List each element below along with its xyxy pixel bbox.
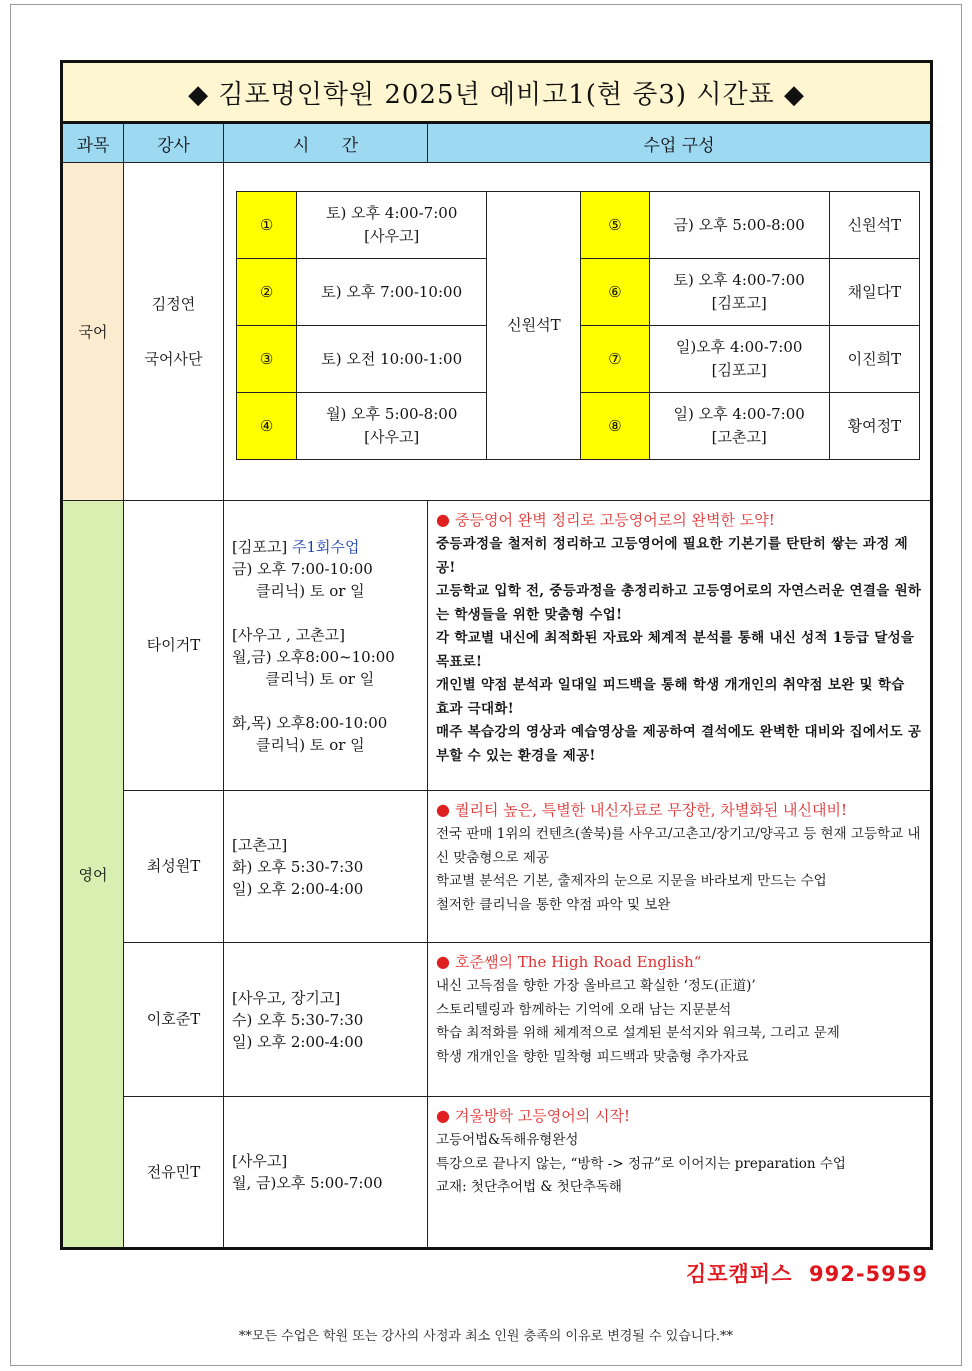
english-teacher: 이호준T [124, 943, 224, 1097]
heading-text: 호준쌤의 The High Road English“ [455, 953, 702, 971]
description-line: 철저한 클리닉을 통한 약점 파악 및 보완 [436, 896, 671, 913]
english-teacher: 최성원T [124, 791, 224, 943]
korean-teacher-name: 김정연 [151, 294, 196, 313]
time-line [232, 987, 419, 1009]
time-text: 클리닉) 토 or 일 [232, 735, 365, 754]
slot-school: [사우고] [364, 227, 420, 245]
korean-slot-time [297, 192, 487, 259]
time-text: [사우고 , 고촌고] [232, 625, 345, 644]
korean-teacher-cell [124, 163, 224, 501]
time-line [232, 1009, 419, 1031]
time-line [232, 834, 419, 856]
time-line [232, 646, 419, 668]
description-line: 스토리텔링과 함께하는 기억에 오래 남는 지문분석 [436, 1001, 732, 1018]
description-line: 중등과정을 철저히 정리하고 고등영어에 필요한 기본기를 탄탄히 쌓는 과정 제공! [436, 536, 908, 576]
time-text: 수) 오후 5:30-7:30 [232, 1010, 364, 1029]
time-highlight: 주1회수업 [291, 537, 360, 556]
time-line [232, 878, 419, 900]
korean-slot-teacher: 신원석T [829, 192, 919, 259]
korean-slot-number: ⑥ [581, 259, 649, 326]
description-line: 고등학교 입학 전, 중등과정을 총정리하고 고등영어로의 자연스러운 연결을 원하는 학생들을 위한 맞춤형 수업! [436, 583, 922, 623]
korean-slot-teacher: 채일다T [829, 259, 919, 326]
time-line [232, 536, 419, 558]
slot-time-text: 일)오후 4:00-7:00 [675, 338, 803, 356]
slot-time-text: 토) 오후 4:00-7:00 [326, 204, 458, 222]
time-line [232, 668, 419, 690]
time-text: 화) 오후 5:30-7:30 [232, 857, 364, 876]
time-text: 월,금) 오후8:00~10:00 [232, 647, 395, 666]
description-line: 내신 고득점을 향한 가장 올바르고 확실한 ‘정도(正道)’ [436, 978, 756, 994]
korean-slot-number: ⑧ [581, 393, 649, 460]
slot-time-text: 토) 오후 4:00-7:00 [673, 271, 805, 289]
korean-left-teacher: 신원석T [487, 192, 581, 460]
description-heading [436, 507, 922, 533]
time-line [232, 734, 419, 756]
slot-time-text: 일) 오후 4:00-7:00 [673, 405, 805, 423]
time-text: [사우고, 장기고] [232, 988, 341, 1007]
header-composition: 수업 구성 [428, 123, 932, 163]
time-text: 일) 오후 2:00-4:00 [232, 1032, 364, 1051]
time-text: 금) 오후 7:00-10:00 [232, 559, 373, 578]
english-time-cell [224, 791, 428, 943]
korean-slot-time [649, 192, 829, 259]
time-line [232, 856, 419, 878]
description-line: 매주 복습강의 영상과 예습영상을 제공하여 결석에도 완벽한 대비와 집에서도 공부할 수 있는 환경을 제공! [436, 724, 922, 764]
slot-time-text: 토) 오후 7:00-10:00 [321, 282, 463, 301]
english-description-cell [428, 501, 932, 791]
time-text: 화,목) 오후8:00-10:00 [232, 713, 388, 732]
korean-teacher-group: 국어사단 [144, 349, 203, 368]
korean-slot-time [297, 259, 487, 326]
timetable [60, 60, 933, 1250]
header-time: 시 간 [224, 123, 428, 163]
slot-time-text: 월) 오후 5:00-8:00 [326, 405, 458, 423]
heading-text: 중등영어 완벽 정리로 고등영어로의 완벽한 도약! [455, 511, 775, 529]
description-line: 전국 판매 1위의 컨텐츠(쏠북)를 사우고/고촌고/장기고/양곡고 등 현재 고등학교 내신 맞춤형으로 제공 [436, 826, 921, 866]
korean-slot-time [649, 259, 829, 326]
slot-school: [김포고] [711, 294, 767, 312]
slot-time-text: 금) 오후 5:00-8:00 [673, 215, 805, 234]
time-line [232, 624, 419, 646]
subject-english: 영어 [62, 501, 124, 1249]
time-text: 일) 오후 2:00-4:00 [232, 879, 364, 898]
english-description-cell [428, 1097, 932, 1249]
korean-slot-number: ④ [237, 393, 297, 460]
bullet-icon: ● [436, 510, 456, 529]
slot-time-text: 토) 오전 10:00-1:00 [321, 349, 463, 368]
description-line: 특강으로 끝나지 않는, “방학 -> 정규”로 이어지는 preparation 수업 [436, 1155, 846, 1172]
page-title: ◆ 김포명인학원 2025년 예비고1(현 중3) 시간표 ◆ [62, 62, 932, 123]
description-heading [436, 797, 922, 823]
description-heading [436, 1103, 922, 1129]
english-teacher: 타이거T [124, 501, 224, 791]
description-line: 고등어법&독해유형완성 [436, 1132, 579, 1148]
header-teacher: 강사 [124, 123, 224, 163]
bullet-icon: ● [436, 952, 456, 971]
header-subject: 과목 [62, 123, 124, 163]
korean-slot-time [297, 326, 487, 393]
korean-slot-time [649, 393, 829, 460]
time-line [232, 558, 419, 580]
time-line [232, 1031, 419, 1053]
description-line: 교재: 첫단추어법 & 첫단추독해 [436, 1179, 622, 1195]
time-text: 클리닉) 토 or 일 [232, 581, 365, 600]
description-line: 학교별 분석은 기본, 출제자의 눈으로 지문을 바라보게 만드는 수업 [436, 873, 827, 889]
korean-slot-teacher: 황여정T [829, 393, 919, 460]
subject-korean: 국어 [62, 163, 124, 501]
korean-slot-time [649, 326, 829, 393]
description-heading [436, 949, 922, 975]
slot-school: [고촌고] [711, 428, 767, 446]
description-line: 개인별 약점 분석과 일대일 피드백을 통해 학생 개개인의 취약점 보완 및 학습 효과 극대화! [436, 677, 905, 717]
english-description-cell [428, 791, 932, 943]
english-time-cell [224, 1097, 428, 1249]
heading-text: 퀄리티 높은, 특별한 내신자료로 무장한, 차별화된 내신대비! [455, 801, 847, 819]
footer-note: **모든 수업은 학원 또는 강사의 사정과 최소 인원 충족의 이유로 변경될 수 있습니다.** [238, 1329, 734, 1344]
korean-slot-number: ① [237, 192, 297, 259]
bullet-icon: ● [436, 800, 456, 819]
korean-slot-number: ⑤ [581, 192, 649, 259]
english-teacher: 전유민T [124, 1097, 224, 1249]
time-text: [김포고] [232, 537, 292, 556]
korean-slot-time [297, 393, 487, 460]
time-line [232, 712, 419, 734]
korean-slot-number: ③ [237, 326, 297, 393]
korean-slot-teacher: 이진희T [829, 326, 919, 393]
bullet-icon: ● [436, 1106, 456, 1125]
description-line: 학생 개개인을 향한 밀착형 피드백과 맞춤형 추가자료 [436, 1048, 749, 1065]
time-text: [사우고] [232, 1152, 288, 1170]
time-text: [고촌고] [232, 835, 288, 854]
time-line [232, 1172, 419, 1194]
time-line [232, 1150, 419, 1172]
time-line [232, 602, 419, 624]
korean-slot-number: ② [237, 259, 297, 326]
campus-phone: 김포캠퍼스 992-5959 [685, 1262, 928, 1286]
time-text: 월, 금)오후 5:00-7:00 [232, 1174, 383, 1192]
description-line: 각 학교별 내신에 최적화된 자료와 체계적 분석를 통해 내신 성적 1등급 달성을 목표로! [436, 630, 915, 670]
korean-schedule-cell [224, 163, 932, 501]
english-description-cell [428, 943, 932, 1097]
english-time-cell [224, 501, 428, 791]
time-line [232, 580, 419, 602]
time-line [232, 690, 419, 712]
english-time-cell [224, 943, 428, 1097]
time-text: 클리닉) 토 or 일 [232, 669, 375, 688]
slot-school: [김포고] [711, 361, 767, 379]
slot-school: [사우고] [364, 428, 420, 446]
korean-slot-number: ⑦ [581, 326, 649, 393]
description-line: 학습 최적화를 위해 체계적으로 설계된 분석지와 워크북, 그리고 문제 [436, 1025, 840, 1041]
heading-text: 겨울방학 고등영어의 시작! [455, 1107, 631, 1125]
korean-schedule-grid [236, 191, 920, 460]
